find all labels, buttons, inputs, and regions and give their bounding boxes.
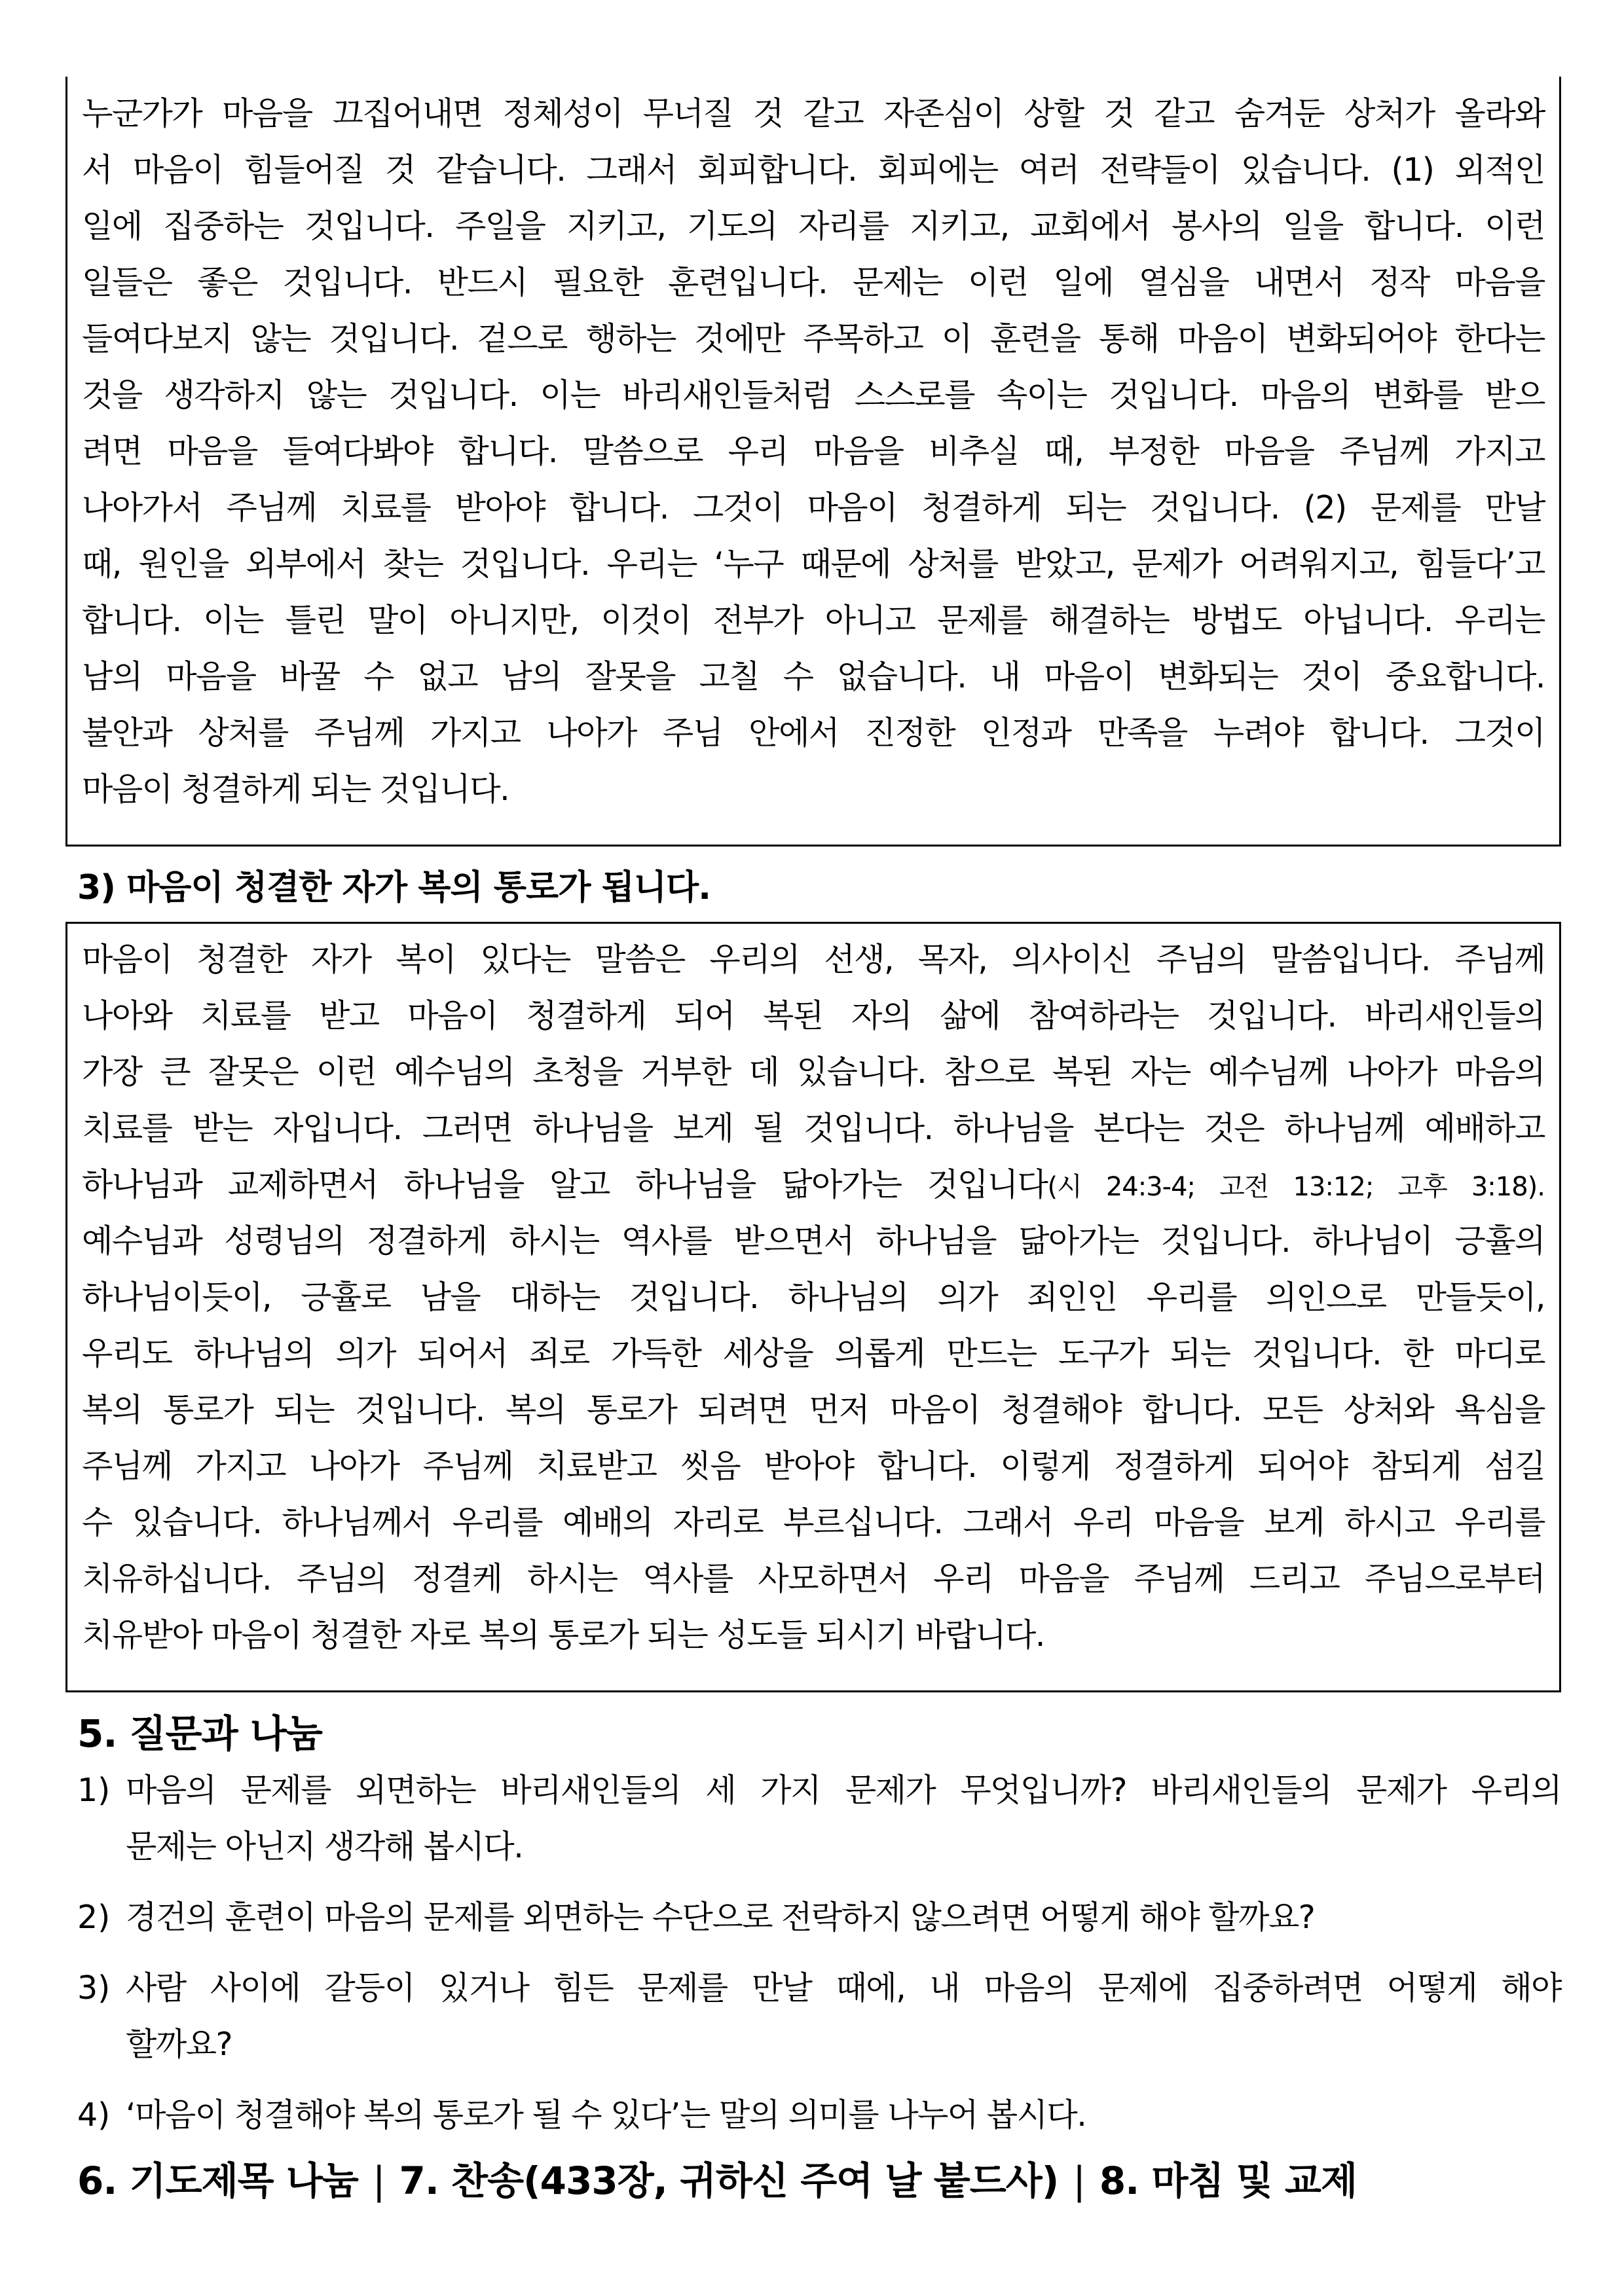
separator: | <box>372 2159 385 2203</box>
paragraph-line: 일들은 좋은 것입니다. 반드시 필요한 훈련입니다. 문제는 이런 일에 열심을 내면서 정작 마음을 <box>82 264 1545 301</box>
section-2-text-box <box>65 77 1561 847</box>
paragraph-line: 려면 마음을 들여다봐야 합니다. 말씀으로 우리 마음을 비추실 때, 부정한 마음을 주님께 가지고 <box>82 433 1545 470</box>
paragraph-line: 누군가가 마음을 끄집어내면 정체성이 무너질 것 같고 자존심이 상할 것 같고 숨겨둔 상처가 올라와 <box>82 95 1545 132</box>
paragraph-line: 때, 원인을 외부에서 찾는 것입니다. 우리는 ‘누구 때문에 상처를 받았고, 문제가 어려워지고, 힘들다’고 <box>82 545 1545 583</box>
question-item <box>77 2087 1561 2143</box>
question-number: 1) <box>77 1772 111 1809</box>
question-number: 2) <box>77 1899 111 1936</box>
separator: | <box>1073 2159 1085 2203</box>
paragraph-line: 주님께 가지고 나아가 주님께 치료받고 씻음 받아야 합니다. 이렇게 정결하게 되어야 참되게 섬길 <box>82 1448 1545 1485</box>
question-line: 경건의 훈련이 마음의 문제를 외면하는 수단으로 전락하지 않으려면 어떻게 해야 할까요? <box>126 1899 1315 1936</box>
paragraph-line: 합니다. 이는 틀린 말이 아니지만, 이것이 전부가 아니고 문제를 해결하는 방법도 아닙니다. 우리는 <box>82 602 1545 639</box>
item-prayer-sharing: 6. 기도제목 나눔 <box>77 2159 358 2203</box>
paragraph-line: 것을 생각하지 않는 것입니다. 이는 바리새인들처럼 스스로를 속이는 것입니다. 마음의 변화를 받으 <box>82 376 1545 414</box>
paragraph-text: 하나님과 교제하면서 하나님을 알고 하나님을 닮아가는 것입니다 <box>82 1166 1048 1203</box>
paragraph-line: 남의 마음을 바꿀 수 없고 남의 잘못을 고칠 수 없습니다. 내 마음이 변화되는 것이 중요합니다. <box>82 658 1545 695</box>
paragraph-line: 불안과 상처를 주님께 가지고 나아가 주님 안에서 진정한 인정과 만족을 누려야 합니다. 그것이 <box>82 714 1545 752</box>
question-line: 할까요? <box>126 2026 232 2063</box>
item-closing: 8. 마침 및 교제 <box>1099 2159 1357 2203</box>
paragraph-line: 예수님과 성령님의 정결하게 하시는 역사를 받으면서 하나님을 닮아가는 것입니다. 하나님이 긍휼의 <box>82 1222 1545 1260</box>
paragraph-line: 치유하십니다. 주님의 정결케 하시는 역사를 사모하면서 우리 마음을 주님께 드리고 주님으로부터 <box>82 1560 1545 1597</box>
question-item <box>77 1960 1561 2073</box>
paragraph-line: 가장 큰 잘못은 이런 예수님의 초청을 거부한 데 있습니다. 참으로 복된 자는 예수님께 나아가 마음의 <box>82 1053 1545 1091</box>
item-hymn: 7. 찬송(433장, 귀하신 주여 날 붙드사) <box>399 2159 1059 2203</box>
section-3-heading: 3) 마음이 청결한 자가 복의 통로가 됩니다. <box>77 868 711 907</box>
paragraph-line: 치유받아 마음이 청결한 자로 복의 통로가 되는 성도들 되시기 바랍니다. <box>82 1616 1044 1654</box>
question-item <box>77 1762 1561 1875</box>
paragraph-line: 일에 집중하는 것입니다. 주일을 지키고, 기도의 자리를 지키고, 교회에서 봉사의 일을 합니다. 이런 <box>82 208 1545 245</box>
question-list <box>77 1762 1561 2158</box>
paragraph-line: 수 있습니다. 하나님께서 우리를 예배의 자리로 부르십니다. 그래서 우리 마음을 보게 하시고 우리를 <box>82 1504 1545 1541</box>
closing-items-line <box>77 2153 1357 2209</box>
question-line: 사람 사이에 갈등이 있거나 힘든 문제를 만날 때에, 내 마음의 문제에 집중하려면 어떻게 해야 <box>126 1969 1561 2007</box>
question-line: 마음의 문제를 외면하는 바리새인들의 세 가지 문제가 무엇입니까? 바리새인들의 문제가 우리의 <box>126 1772 1561 1809</box>
section-3-text-box <box>65 922 1561 1692</box>
question-line: ‘마음이 청결해야 복의 통로가 될 수 있다’는 말의 의미를 나누어 봅시다. <box>126 2096 1086 2134</box>
paragraph-line: 나아와 치료를 받고 마음이 청결하게 되어 복된 자의 삶에 참여하라는 것입니다. 바리새인들의 <box>82 997 1545 1034</box>
paragraph-line: 들여다보지 않는 것입니다. 겉으로 행하는 것에만 주목하고 이 훈련을 통해 마음이 변화되어야 한다는 <box>82 320 1545 357</box>
section-5-heading: 5. 질문과 나눔 <box>77 1711 322 1756</box>
scripture-reference: (시 24:3-4; 고전 13:12; 고후 3:18). <box>1047 1172 1545 1202</box>
question-item <box>77 1889 1561 1946</box>
paragraph-line: 복의 통로가 되는 것입니다. 복의 통로가 되려면 먼저 마음이 청결해야 합니다. 모든 상처와 욕심을 <box>82 1391 1545 1429</box>
paragraph-line: 치료를 받는 자입니다. 그러면 하나님을 보게 될 것입니다. 하나님을 본다는 것은 하나님께 예배하고 <box>82 1110 1545 1147</box>
paragraph-line: 마음이 청결하게 되는 것입니다. <box>82 771 509 808</box>
question-number: 3) <box>77 1969 111 2007</box>
paragraph-line: 서 마음이 힘들어질 것 같습니다. 그래서 회피합니다. 회피에는 여러 전략들이 있습니다. (1) 외적인 <box>82 151 1545 189</box>
paragraph-line: 마음이 청결한 자가 복이 있다는 말씀은 우리의 선생, 목자, 의사이신 주님의 말씀입니다. 주님께 <box>82 941 1545 978</box>
question-line: 문제는 아닌지 생각해 봅시다. <box>126 1828 523 1865</box>
paragraph-line: 나아가서 주님께 치료를 받아야 합니다. 그것이 마음이 청결하게 되는 것입니다. (2) 문제를 만날 <box>82 489 1545 526</box>
paragraph-line: 하나님이듯이, 긍휼로 남을 대하는 것입니다. 하나님의 의가 죄인인 우리를 의인으로 만들듯이, <box>82 1279 1545 1316</box>
paragraph-line: 우리도 하나님의 의가 되어서 죄로 가득한 세상을 의롭게 만드는 도구가 되는 것입니다. 한 마디로 <box>82 1335 1545 1372</box>
question-number: 4) <box>77 2096 111 2134</box>
paragraph-line-with-reference <box>82 1157 1545 1213</box>
